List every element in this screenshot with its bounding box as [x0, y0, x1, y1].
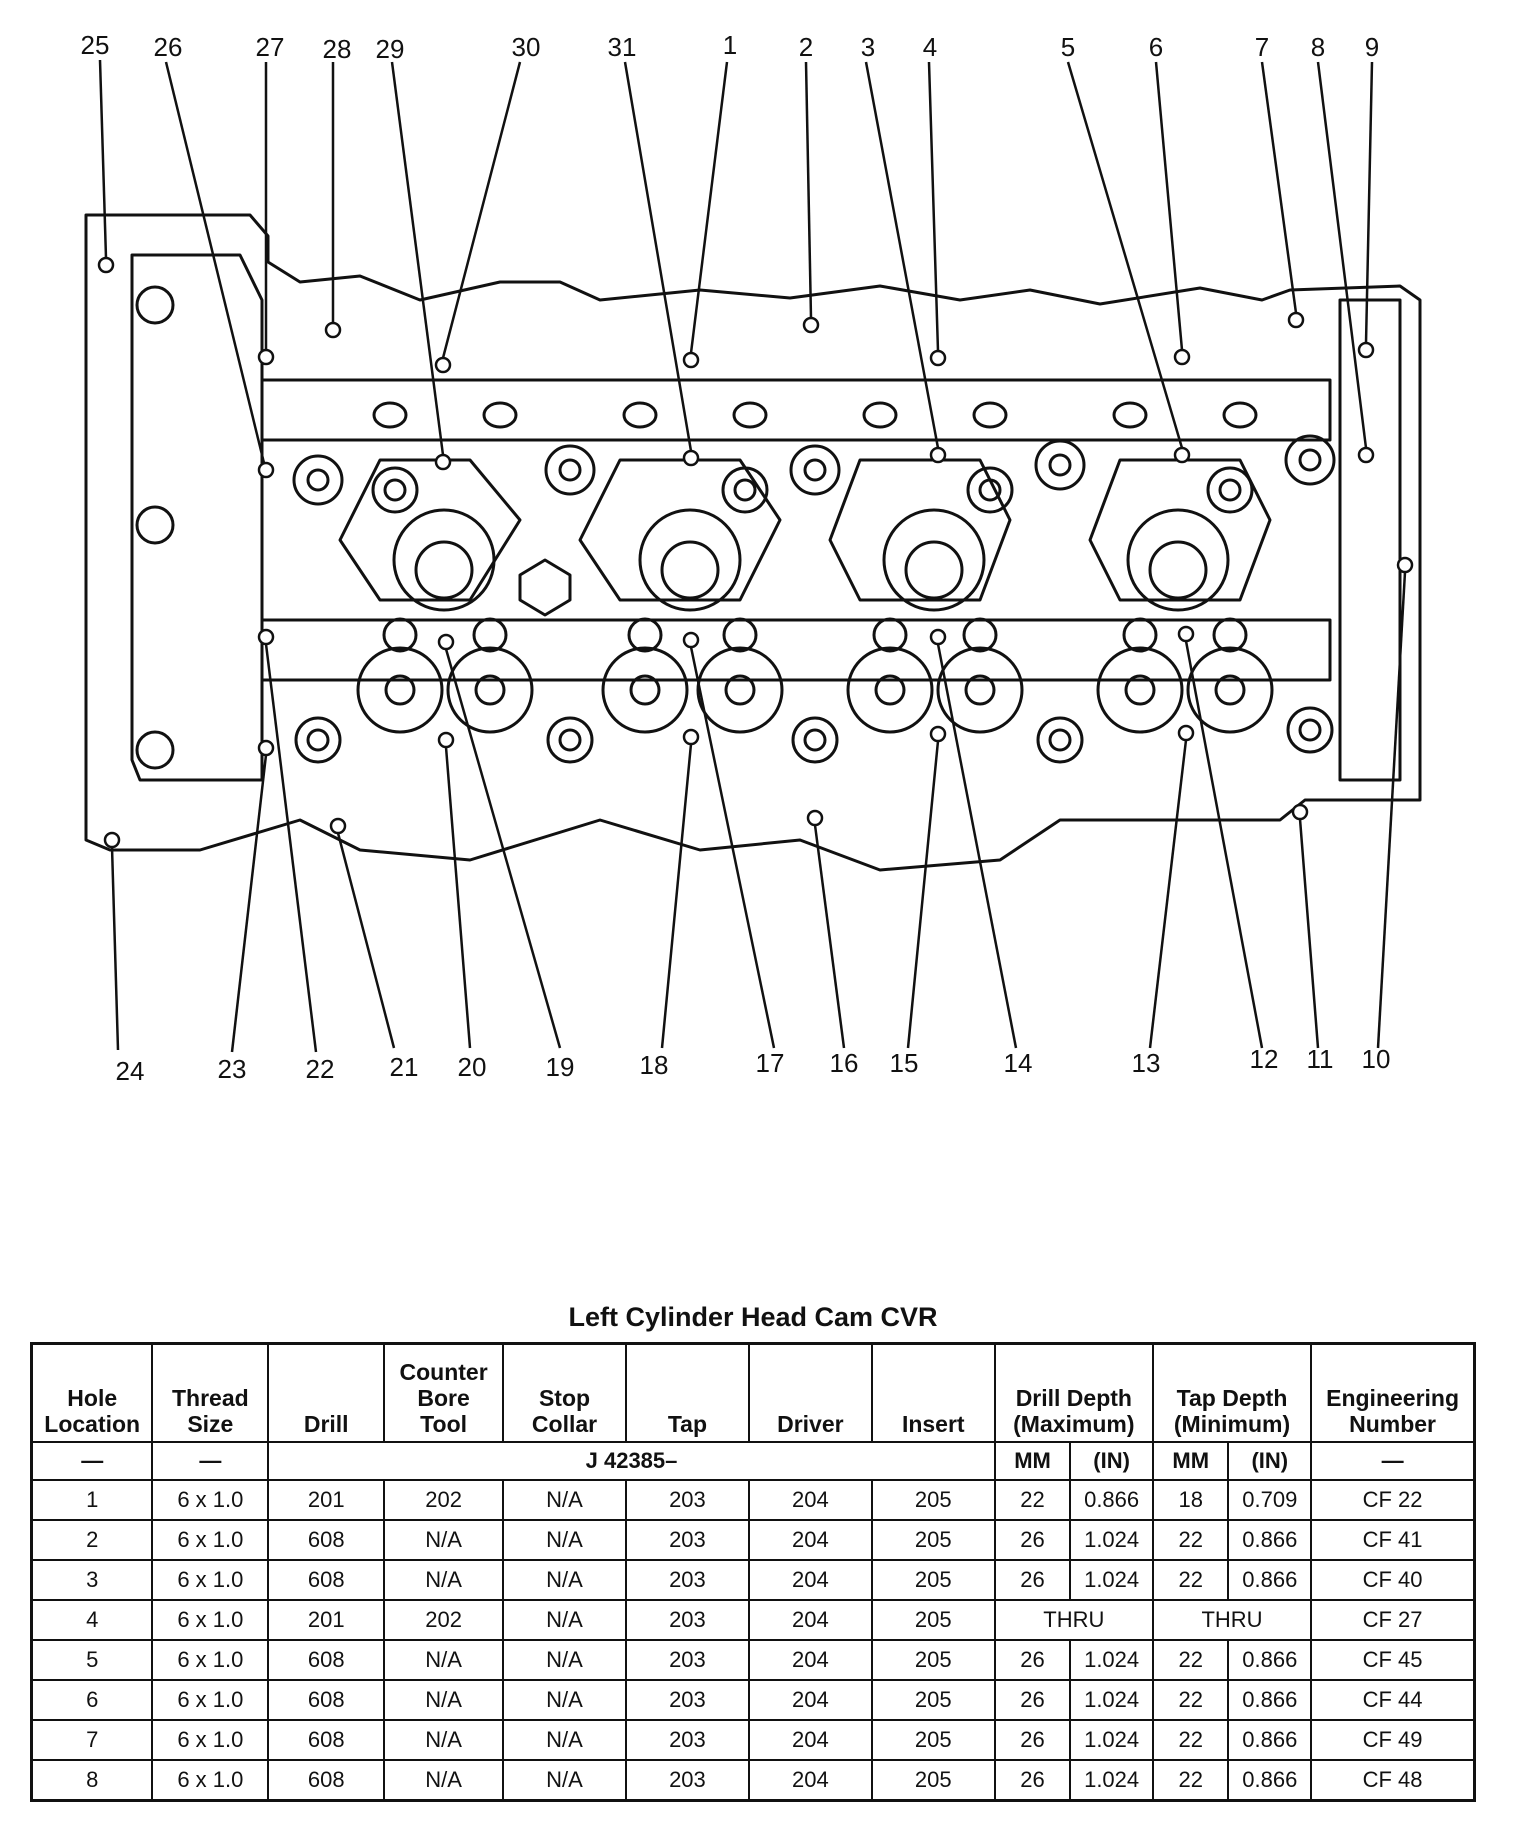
cell-tap: 203	[626, 1720, 749, 1760]
cell-drill-mm: 26	[995, 1720, 1071, 1760]
callout-20: 20	[457, 1052, 487, 1082]
header-hole-location: Hole Location	[32, 1344, 153, 1443]
cell-insert: 205	[872, 1600, 995, 1640]
cell-hole: 8	[32, 1760, 153, 1801]
cell-counter-bore: 202	[384, 1480, 503, 1520]
cell-engineering-number: CF 40	[1311, 1560, 1474, 1600]
callout-17: 17	[755, 1048, 785, 1078]
cell-driver: 204	[749, 1480, 872, 1520]
unit-thread: —	[152, 1442, 268, 1480]
cell-engineering-number: CF 22	[1311, 1480, 1474, 1520]
unit-row	[32, 1442, 1475, 1480]
callout-23: 23	[217, 1054, 247, 1084]
head-inner-outline	[132, 255, 262, 780]
cell-thread: 6 x 1.0	[152, 1480, 268, 1520]
cell-tap: 203	[626, 1640, 749, 1680]
cell-drill-in: 1.024	[1070, 1560, 1153, 1600]
cell-driver: 204	[749, 1520, 872, 1560]
cell-hole: 7	[32, 1720, 153, 1760]
table-row	[32, 1680, 1475, 1720]
unit-tool-kit: J 42385–	[268, 1442, 994, 1480]
cell-hole: 1	[32, 1480, 153, 1520]
lower-rail	[262, 620, 1330, 680]
cell-stop-collar: N/A	[503, 1480, 626, 1520]
callout-16: 16	[829, 1048, 859, 1078]
cell-insert: 205	[872, 1520, 995, 1560]
cell-counter-bore: N/A	[384, 1760, 503, 1801]
cell-drill-in: 1.024	[1070, 1720, 1153, 1760]
header-drill: Drill	[268, 1344, 384, 1443]
cell-insert: 205	[872, 1760, 995, 1801]
callout-21: 21	[389, 1052, 419, 1082]
cell-thread: 6 x 1.0	[152, 1640, 268, 1680]
cell-insert: 205	[872, 1480, 995, 1520]
table-row	[32, 1560, 1475, 1600]
cell-insert: 205	[872, 1680, 995, 1720]
cell-tap-in: 0.866	[1228, 1640, 1311, 1680]
cell-counter-bore: N/A	[384, 1680, 503, 1720]
callout-27: 27	[255, 32, 285, 62]
header-engineering-number: Engineering Number	[1311, 1344, 1474, 1443]
cell-stop-collar: N/A	[503, 1560, 626, 1600]
table-row	[32, 1640, 1475, 1680]
cell-driver: 204	[749, 1680, 872, 1720]
cell-drill: 608	[268, 1560, 384, 1600]
cell-tap: 203	[626, 1480, 749, 1520]
cell-tap-in: 0.866	[1228, 1560, 1311, 1600]
cell-tap-mm: 22	[1153, 1520, 1229, 1560]
cell-tap-in: 0.709	[1228, 1480, 1311, 1520]
cell-drill: 608	[268, 1520, 384, 1560]
cell-tap: 203	[626, 1680, 749, 1720]
cell-tap-depth: THRU	[1153, 1600, 1311, 1640]
cell-drill-in: 1.024	[1070, 1640, 1153, 1680]
cell-engineering-number: CF 41	[1311, 1520, 1474, 1560]
cell-thread: 6 x 1.0	[152, 1680, 268, 1720]
cell-driver: 204	[749, 1640, 872, 1680]
header-driver: Driver	[749, 1344, 872, 1443]
header-counter-bore-tool: Counter Bore Tool	[384, 1344, 503, 1443]
callout-12: 12	[1249, 1044, 1279, 1074]
callout-18: 18	[639, 1050, 669, 1080]
cell-stop-collar: N/A	[503, 1720, 626, 1760]
cell-tap-mm: 22	[1153, 1560, 1229, 1600]
cell-drill: 608	[268, 1680, 384, 1720]
cell-drill: 608	[268, 1640, 384, 1680]
table-row	[32, 1760, 1475, 1801]
callout-22: 22	[305, 1054, 335, 1084]
cell-tap-mm: 22	[1153, 1640, 1229, 1680]
cell-drill-mm: 26	[995, 1680, 1071, 1720]
callout-15: 15	[889, 1048, 919, 1078]
head-outline	[86, 215, 1420, 870]
cell-engineering-number: CF 44	[1311, 1680, 1474, 1720]
cell-counter-bore: 202	[384, 1600, 503, 1640]
cell-counter-bore: N/A	[384, 1640, 503, 1680]
cell-tap-in: 0.866	[1228, 1720, 1311, 1760]
cell-stop-collar: N/A	[503, 1760, 626, 1801]
cell-hole: 5	[32, 1640, 153, 1680]
cell-thread: 6 x 1.0	[152, 1560, 268, 1600]
callout-26: 26	[153, 32, 183, 62]
table-row	[32, 1600, 1475, 1640]
callout-10: 10	[1361, 1044, 1391, 1074]
cell-hole: 2	[32, 1520, 153, 1560]
table-row	[32, 1520, 1475, 1560]
callout-9: 9	[1364, 32, 1380, 62]
cell-drill-mm: 22	[995, 1480, 1071, 1520]
callout-7: 7	[1254, 32, 1270, 62]
callout-5: 5	[1060, 32, 1076, 62]
callout-2: 2	[798, 32, 814, 62]
cell-tap: 203	[626, 1560, 749, 1600]
table-title: Left Cylinder Head Cam CVR	[568, 1302, 938, 1332]
callout-19: 19	[545, 1052, 575, 1082]
cell-thread: 6 x 1.0	[152, 1520, 268, 1560]
cell-insert: 205	[872, 1720, 995, 1760]
header-tap-depth: Tap Depth (Minimum)	[1153, 1344, 1311, 1443]
cell-tap: 203	[626, 1760, 749, 1801]
cell-driver: 204	[749, 1720, 872, 1760]
unit-drill-mm: MM	[995, 1442, 1071, 1480]
cell-tap: 203	[626, 1600, 749, 1640]
cell-hole: 3	[32, 1560, 153, 1600]
cell-thread: 6 x 1.0	[152, 1720, 268, 1760]
callout-14: 14	[1003, 1048, 1033, 1078]
cell-stop-collar: N/A	[503, 1640, 626, 1680]
callout-28: 28	[322, 34, 352, 64]
cell-stop-collar: N/A	[503, 1600, 626, 1640]
cell-insert: 205	[872, 1640, 995, 1680]
cell-thread: 6 x 1.0	[152, 1600, 268, 1640]
cell-drill-depth: THRU	[995, 1600, 1153, 1640]
callout-13: 13	[1131, 1048, 1161, 1078]
cell-thread: 6 x 1.0	[152, 1760, 268, 1801]
callout-30: 30	[511, 32, 541, 62]
cell-tap-mm: 22	[1153, 1720, 1229, 1760]
cell-engineering-number: CF 45	[1311, 1640, 1474, 1680]
cell-drill: 201	[268, 1600, 384, 1640]
cell-drill-in: 1.024	[1070, 1680, 1153, 1720]
header-stop-collar: Stop Collar	[503, 1344, 626, 1443]
header-thread-size: Thread Size	[152, 1344, 268, 1443]
cell-tap-in: 0.866	[1228, 1520, 1311, 1560]
cell-stop-collar: N/A	[503, 1520, 626, 1560]
cell-drill-in: 1.024	[1070, 1520, 1153, 1560]
unit-hole: —	[32, 1442, 153, 1480]
top-callouts	[81, 30, 1380, 64]
cell-drill-mm: 26	[995, 1520, 1071, 1560]
cell-drill-mm: 26	[995, 1640, 1071, 1680]
callout-24: 24	[115, 1056, 145, 1086]
cell-counter-bore: N/A	[384, 1560, 503, 1600]
cell-driver: 204	[749, 1600, 872, 1640]
cell-engineering-number: CF 49	[1311, 1720, 1474, 1760]
callout-25: 25	[80, 30, 110, 60]
cell-engineering-number: CF 27	[1311, 1600, 1474, 1640]
cell-driver: 204	[749, 1560, 872, 1600]
callout-3: 3	[860, 32, 876, 62]
header-row	[32, 1344, 1475, 1443]
cell-hole: 6	[32, 1680, 153, 1720]
cell-drill-mm: 26	[995, 1560, 1071, 1600]
table-row	[32, 1720, 1475, 1760]
cell-drill-in: 1.024	[1070, 1760, 1153, 1801]
cell-drill: 201	[268, 1480, 384, 1520]
bottom-callouts	[116, 1044, 1391, 1086]
cell-tap: 203	[626, 1520, 749, 1560]
callout-6: 6	[1148, 32, 1164, 62]
callout-11: 11	[1306, 1044, 1334, 1074]
callout-1: 1	[722, 30, 738, 60]
unit-drill-in: (IN)	[1070, 1442, 1153, 1480]
callout-31: 31	[607, 32, 637, 62]
cell-engineering-number: CF 48	[1311, 1760, 1474, 1801]
cell-drill: 608	[268, 1760, 384, 1801]
cell-tap-mm: 18	[1153, 1480, 1229, 1520]
cell-tap-in: 0.866	[1228, 1760, 1311, 1801]
callout-4: 4	[922, 32, 938, 62]
callout-29: 29	[375, 34, 405, 64]
cell-counter-bore: N/A	[384, 1720, 503, 1760]
unit-tap-mm: MM	[1153, 1442, 1229, 1480]
spec-table	[30, 1342, 1476, 1802]
header-insert: Insert	[872, 1344, 995, 1443]
cell-drill-in: 0.866	[1070, 1480, 1153, 1520]
unit-eng: —	[1311, 1442, 1474, 1480]
cell-stop-collar: N/A	[503, 1680, 626, 1720]
header-drill-depth: Drill Depth (Maximum)	[995, 1344, 1153, 1443]
cell-drill: 608	[268, 1720, 384, 1760]
cell-counter-bore: N/A	[384, 1520, 503, 1560]
cell-drill-mm: 26	[995, 1760, 1071, 1801]
unit-tap-in: (IN)	[1228, 1442, 1311, 1480]
cell-driver: 204	[749, 1760, 872, 1801]
table-row	[32, 1480, 1475, 1520]
cell-hole: 4	[32, 1600, 153, 1640]
header-tap: Tap	[626, 1344, 749, 1443]
cell-tap-mm: 22	[1153, 1760, 1229, 1801]
cell-tap-in: 0.866	[1228, 1680, 1311, 1720]
cell-insert: 205	[872, 1560, 995, 1600]
callout-8: 8	[1310, 32, 1326, 62]
cell-tap-mm: 22	[1153, 1680, 1229, 1720]
